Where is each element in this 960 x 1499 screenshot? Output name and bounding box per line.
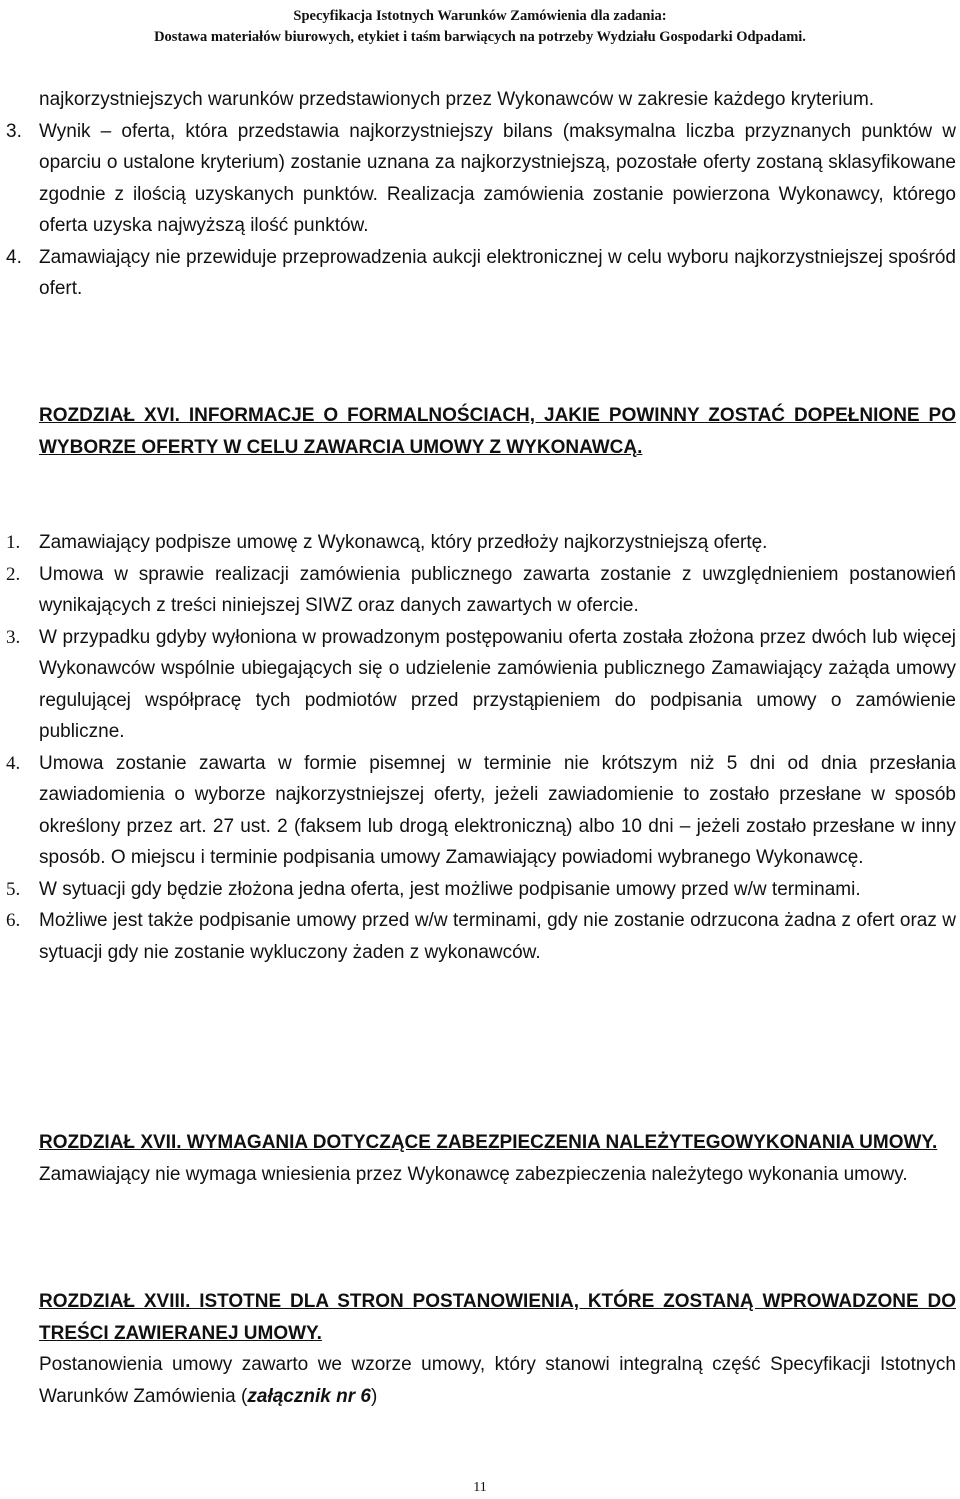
section-16-list <box>6 527 956 968</box>
page-number: 11 <box>473 1480 487 1495</box>
list-text: W przypadku gdyby wyłoniona w prowadzonym postępowaniu oferta została złożona przez dwóch lub więcej Wykonawców wspólnie ubiegających się o udzielenie zamówienia publicznego Zamawiający zażąda umowy regulującej współpracę tych podmiotów przed przystąpieniem do podpisania umowy o zamówienie publiczne. <box>39 626 956 742</box>
section-heading: ROZDZIAŁ XVII. WYMAGANIA DOTYCZĄCE ZABEZPIECZENIA NALEŻYTEGOWYKONANIA UMOWY. <box>39 1132 938 1153</box>
list-number: 6. <box>6 910 21 931</box>
intro-block <box>6 84 956 305</box>
list-number: 1. <box>6 532 21 553</box>
list-number: 4. <box>6 752 21 774</box>
section-heading: ROZDZIAŁ XVI. INFORMACJE O FORMALNOŚCIACH, JAKIE POWINNY ZOSTAĆ DOPEŁNIONE PO WYBORZE OFERTY W CELU ZAWARCIA UMOWY Z WYKONAWCĄ. <box>39 405 956 458</box>
section-text: Zamawiający nie wymaga wniesienia przez Wykonawcę zabezpieczenia należytego wykonania umowy. <box>39 1163 908 1185</box>
section-text-before: Postanowienia umowy zawarto we wzorze umowy, który stanowi integralną część Specyfikacji Istotnych Warunków Zamówienia ( <box>39 1354 956 1407</box>
section-18 <box>39 1286 956 1412</box>
header-subtitle: Dostawa materiałów biurowych, etykiet i taśm barwiących na potrzeby Wydziału Gospodarki Odpadami. <box>154 29 806 45</box>
section-16 <box>39 400 956 463</box>
list-text: W sytuacji gdy będzie złożona jedna oferta, jest możliwe podpisanie umowy przed w/w terminami. <box>39 878 861 900</box>
list-item <box>6 622 956 748</box>
list-item <box>6 559 956 622</box>
list-item <box>6 748 956 874</box>
list-number: 2. <box>6 563 21 585</box>
list-item <box>6 905 956 968</box>
list-item <box>6 527 956 559</box>
list-item <box>6 874 956 906</box>
list-number: 4. <box>6 246 22 268</box>
list-text: Wynik – oferta, która przedstawia najkorzystniejszy bilans (maksymalna liczba przyznanych punktów w oparciu o ustalone kryterium) zostanie uznana za najkorzystniejszą, pozostałe oferty zostaną sklasyfikowane zgodnie z ilością uzyskanych punktów. Realizacja zamówienia zostanie powierzona Wykonawcy, którego oferta uzyska najwyższą ilość punktów. <box>39 120 956 236</box>
list-item <box>6 242 956 305</box>
section-text-after: ) <box>370 1385 378 1407</box>
list-text: Zamawiający nie przewiduje przeprowadzenia aukcji elektronicznej w celu wyboru najkorzystniejszej spośród ofert. <box>39 246 956 299</box>
attachment-reference: załącznik nr 6 <box>247 1385 371 1407</box>
intro-continuation: najkorzystniejszych warunków przedstawionych przez Wykonawców w zakresie każdego kryterium. <box>39 89 875 110</box>
document-header <box>0 6 960 48</box>
section-text <box>39 1349 956 1412</box>
list-number: 5. <box>6 878 21 900</box>
list-number: 3. <box>6 120 22 142</box>
section-17 <box>39 1127 956 1190</box>
section-heading: ROZDZIAŁ XVIII. ISTOTNE DLA STRON POSTANOWIENIA, KTÓRE ZOSTANĄ WPROWADZONE DO TREŚCI ZAWIERANEJ UMOWY. <box>39 1291 956 1344</box>
header-title: Specyfikacja Istotnych Warunków Zamówienia dla zadania: <box>293 8 667 24</box>
list-text: Umowa zostanie zawarta w formie pisemnej w terminie nie krótszym niż 5 dni od dnia przesłania zawiadomienia o wyborze najkorzystniejszej oferty, jeżeli zawiadomienie to zostało przesłane w sposób określony przez art. 27 ust. 2 (faksem lub drogą elektroniczną) albo 10 dni – jeżeli zostało przesłane w inny sposób. O miejscu i terminie podpisania umowy Zamawiający powiadomi wybranego Wykonawcę. <box>39 752 956 868</box>
list-item <box>6 116 956 242</box>
list-text: Zamawiający podpisze umowę z Wykonawcą, który przedłoży najkorzystniejszą ofertę. <box>39 532 768 553</box>
list-number: 3. <box>6 626 21 648</box>
list-text: Możliwe jest także podpisanie umowy przed w/w terminami, gdy nie zostanie odrzucona żadna z ofert oraz w sytuacji gdy nie zostanie wykluczony żaden z wykonawców. <box>39 910 956 963</box>
list-text: Umowa w sprawie realizacji zamówienia publicznego zawarta zostanie z uwzględnieniem postanowień wynikających z treści niniejszej SIWZ oraz danych zawartych w ofercie. <box>39 563 956 616</box>
